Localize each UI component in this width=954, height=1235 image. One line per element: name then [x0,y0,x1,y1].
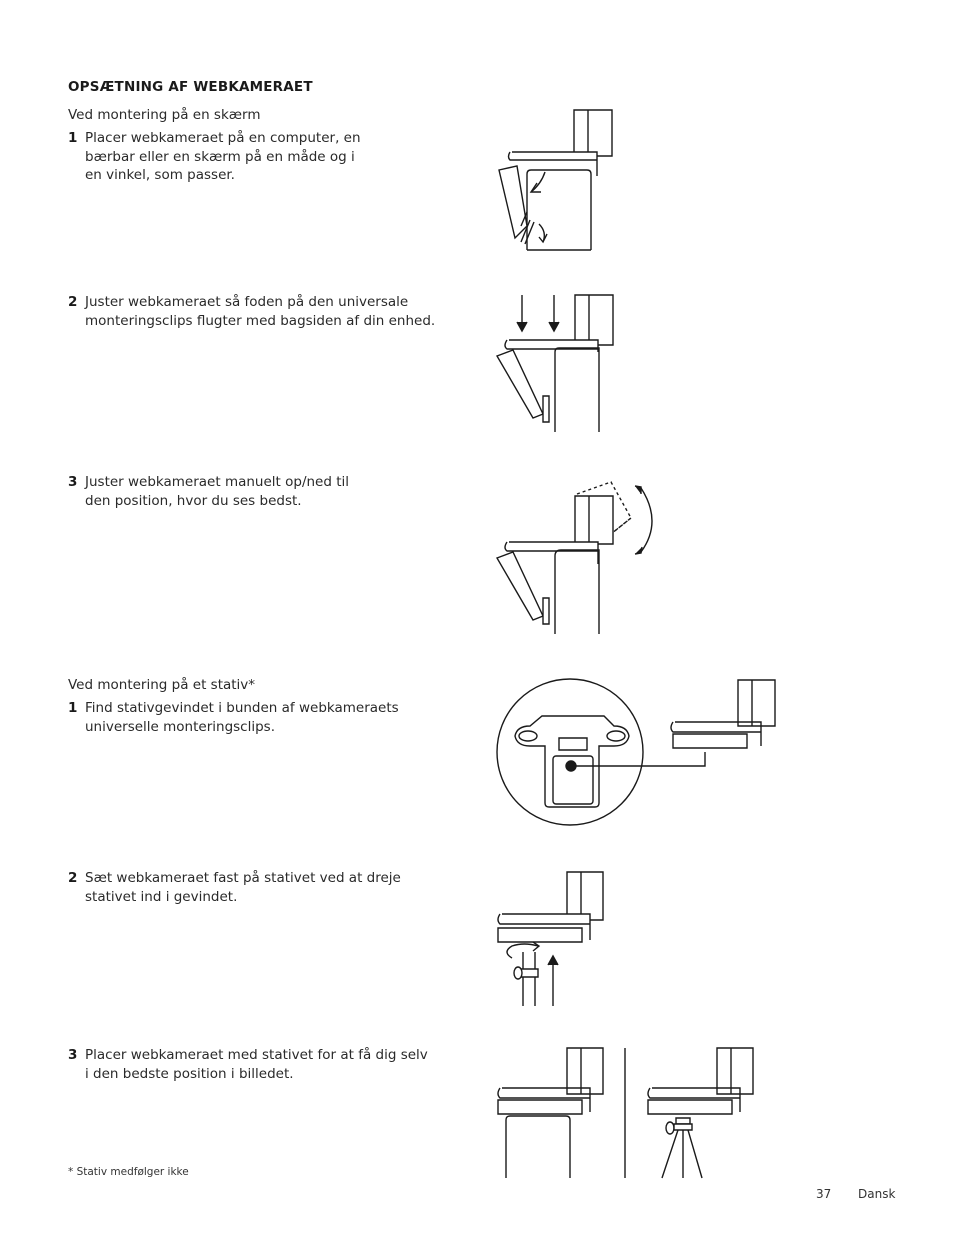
monitor-step-1 [68,129,368,185]
section-heading: OPSÆTNING AF WEBKAMERAET [68,79,313,95]
step-number: 1 [68,130,78,146]
tripod-thread-illustration [495,676,785,836]
step-number: 2 [68,870,78,886]
step-number: 3 [68,474,78,490]
step-number: 1 [68,700,78,716]
tripod-position-illustration [490,1044,760,1180]
page-language: Dansk [858,1187,896,1201]
step-text: Find stativgevindet i bunden af webkameraets universelle monteringsclips. [85,700,399,735]
tripod-step-2 [68,869,428,906]
tripod-step-1 [68,699,428,736]
monitor-tilt-illustration [485,478,665,638]
tripod-step-3 [68,1046,428,1083]
monitor-step-2 [68,293,438,330]
step-text: Placer webkameraet på en computer, en bærbar eller en skærm på en måde og i en vinkel, som passer. [85,130,361,183]
page-number: 37 [816,1187,832,1201]
footnote: * Stativ medfølger ikke [68,1166,189,1178]
tripod-mount-intro: Ved montering på et stativ* [68,677,256,693]
step-text: Juster webkameraet så foden på den universale monteringsclips flugter med bagsiden af din enhed. [85,294,436,329]
monitor-step-3 [68,473,378,510]
step-text: Sæt webkameraet fast på stativet ved at dreje stativet ind i gevindet. [85,870,401,905]
step-text: Juster webkameraet manuelt op/ned til den position, hvor du ses bedst. [85,474,350,509]
monitor-place-illustration [485,100,635,255]
step-number: 3 [68,1047,78,1063]
monitor-mount-intro: Ved montering på en skærm [68,107,261,123]
step-number: 2 [68,294,78,310]
step-text: Placer webkameraet med stativet for at få dig selv i den bedste position i billedet. [85,1047,428,1082]
tripod-attach-illustration [490,866,620,1011]
monitor-align-illustration [485,290,635,435]
